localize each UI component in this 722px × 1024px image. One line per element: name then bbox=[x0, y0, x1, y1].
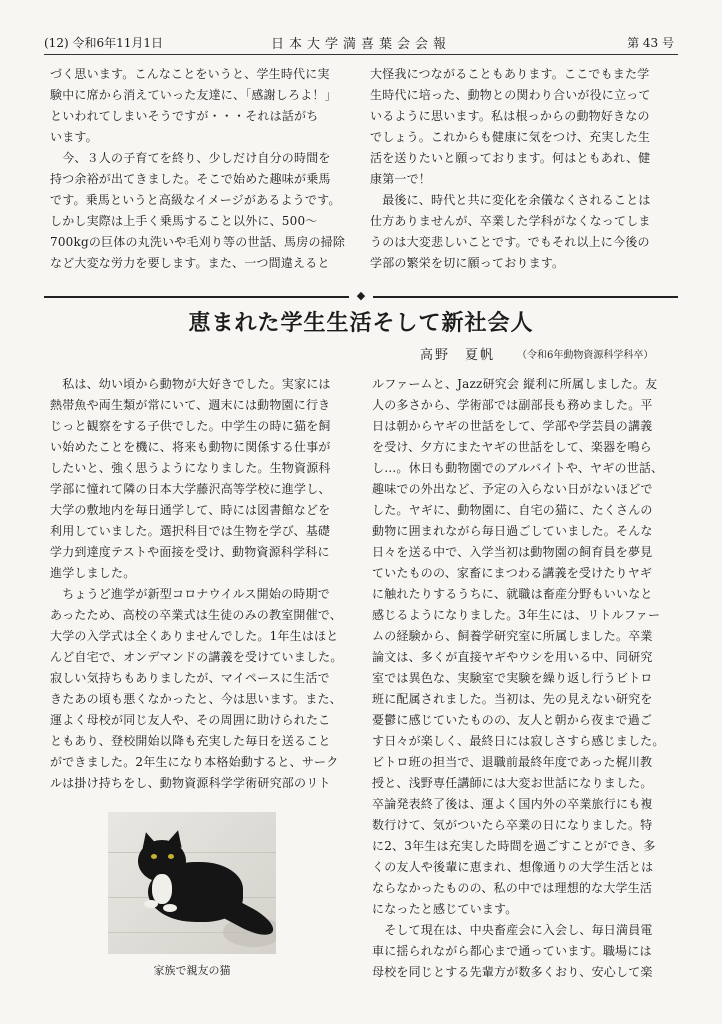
text-line: 数行けて、気がついたら卒業の日になりました。特 bbox=[372, 818, 653, 832]
text-line: でしょう。これからも健康に気をつけ、充実した生 bbox=[370, 130, 651, 144]
text-line: 感じるようになりました。3年生には、リトルファー bbox=[372, 608, 661, 622]
text-line: 趣味での外出など、予定の入らない日がないほどで bbox=[372, 482, 653, 496]
text-line: 寂しい気持ちもありましたが、マイペースに生活で bbox=[50, 671, 330, 685]
text-line: し…。休日も動物園でのアルバイトや、ヤギの世話、 bbox=[372, 461, 664, 475]
text-line: 進学しました。 bbox=[50, 566, 136, 580]
divider-ornament-icon: ◆ bbox=[349, 289, 373, 303]
text-line: ともあり、登校開始以降も充実した毎日を送ること bbox=[50, 734, 331, 748]
photo-caption: 家族で親友の猫 bbox=[153, 964, 231, 977]
article-title: 恵まれた学生生活そして新社会人 bbox=[188, 310, 534, 336]
text-line: 大学の入学式は全くありませんでした。1年生はほと bbox=[50, 629, 339, 643]
text-line: 室では異色な、実験室で実験を繰り返し行うビトロ bbox=[372, 671, 653, 685]
issue-date: (12) 令和6年11月1日 bbox=[44, 36, 163, 50]
text-line: した。ヤギに、動物園に、自宅の猫に、たくさんの bbox=[372, 503, 653, 517]
text-line: ムの経験から、飼養学研究室に所属しました。卒業 bbox=[372, 629, 653, 643]
text-line: 班に配属されました。当初は、先の見えない研究を bbox=[372, 692, 653, 706]
text-line: ビトロ班の担当で、退職前最終年度であった梶川教 bbox=[372, 755, 653, 769]
text-line: あったため、高校の卒業式は生徒のみの教室開催で、 bbox=[50, 608, 342, 622]
text-line: 仕方ありませんが、卒業した学科がなくなってしま bbox=[370, 214, 651, 228]
text-line: 大怪我につながることもあります。ここでもまた学 bbox=[370, 67, 650, 81]
text-line: 日々を送る中で、入学当初は動物園の飼育員を夢見 bbox=[372, 545, 653, 559]
text-line: です。乗馬というと高級なイメージがあるようです。 bbox=[50, 193, 341, 207]
text-line: 車に揺られながら都心まで通っています。職場には bbox=[372, 944, 652, 958]
text-line: 学部の繁栄を切に願っております。 bbox=[370, 256, 565, 270]
text-line: 授と、浅野専任講師には大変お世話になりました。 bbox=[372, 776, 653, 790]
text-line: など大変な労力を要します。また、一つ間違えると bbox=[50, 256, 330, 270]
text-line: 大学の敷地内を毎日通学して、時には図書館などを bbox=[50, 503, 331, 517]
text-line: 持つ余裕が出てきました。そこで始めた趣味が乗馬 bbox=[50, 172, 331, 186]
text-line: い始めたことを機に、将来も動物に関係する仕事が bbox=[50, 440, 331, 454]
text-line: 憂鬱に感じていたものの、友人と朝から夜まで過ご bbox=[372, 713, 653, 727]
text-line: ちょうど進学が新型コロナウイルス開始の時期で bbox=[50, 587, 330, 601]
text-line: す日々が楽しく、最終日には寂しさすら感じました。 bbox=[372, 734, 665, 748]
text-line: したいと、強く思うようになりました。生物資源科 bbox=[50, 461, 331, 475]
text-line: います。 bbox=[50, 130, 98, 144]
page-header bbox=[44, 34, 678, 55]
text-line: 母校を同じとする先輩方が数多くおり、安心して楽 bbox=[372, 965, 653, 979]
article-left-column bbox=[50, 374, 346, 794]
text-line: 論文は、多くが直接ヤギやウシを用いる中、同研究 bbox=[372, 650, 653, 664]
text-line: 康第一で！ bbox=[370, 172, 432, 186]
text-line: 最後に、時代と共に変化を余儀なくされることは bbox=[370, 193, 651, 207]
cat-photo bbox=[108, 812, 276, 954]
text-line: に触れたりするうちに、就職は畜産分野もいいなと bbox=[372, 587, 653, 601]
text-line: 学力到達度テストや面接を受け、動物資源科学科に bbox=[50, 545, 330, 559]
text-line: きたあの頃も悪くなかったと、今は思います。また、 bbox=[50, 692, 342, 706]
text-line: うのは大変悲しいことです。でもそれ以上に今後の bbox=[370, 235, 650, 249]
prev-article-left-column bbox=[50, 64, 348, 274]
text-line: になったと感じています。 bbox=[372, 902, 518, 916]
text-line: いるように思います。私は根っからの動物好きなの bbox=[370, 109, 650, 123]
text-line: を受け、夕方にまたヤギの世話をして、楽器を鳴ら bbox=[372, 440, 652, 454]
prev-article-right-column bbox=[370, 64, 670, 274]
author-name: 高野 夏帆 bbox=[420, 348, 496, 363]
text-line: 利用していました。選択科目では生物を学び、基礎 bbox=[50, 524, 331, 538]
text-line: ができました。2年生になり本格始動すると、サーク bbox=[50, 755, 339, 769]
author-affiliation: （令和6年動物資源科学科卒） bbox=[517, 350, 654, 361]
text-line: 卒論発表終了後は、運よく国内外の卒業旅行にも複 bbox=[372, 797, 653, 811]
text-line: 熱帯魚や両生類が常にいて、週末には動物園に行き bbox=[50, 398, 331, 412]
text-line: ていたものの、家畜にまつわる講義を受けたりヤギ bbox=[372, 566, 653, 580]
text-line: に2、3年生は充実した時間を過ごすことができ、多 bbox=[372, 839, 656, 853]
text-line: といわれてしまいそうですが・・・それは話がち bbox=[50, 109, 319, 123]
text-line: 私は、幼い頃から動物が大好きでした。実家には bbox=[50, 377, 331, 391]
text-line: 日は朝からヤギの世話をして、学部や学芸員の講義 bbox=[372, 419, 653, 433]
text-line: ルファームと、Jazz研究会 縦利に所属しました。友 bbox=[372, 377, 658, 391]
text-line: んど自宅で、オンデマンドの講義を受けていました。 bbox=[50, 650, 343, 664]
text-line: そして現在は、中央畜産会に入会し、毎日満員電 bbox=[372, 923, 653, 937]
text-line: 験中に席から消えていった友達に、「感謝しろよ！」 bbox=[50, 88, 337, 102]
text-line: ならなかったものの、私の中では理想的な大学生活 bbox=[372, 881, 653, 895]
text-line: 学部に憧れて隣の日本大学藤沢高等学校に進学し、 bbox=[50, 482, 331, 496]
text-line: 活を送りたいと願っております。何はともあれ、健 bbox=[370, 151, 651, 165]
article-right-column bbox=[372, 374, 672, 983]
text-line: 人の多さから、学術部では副部長も務めました。平 bbox=[372, 398, 653, 412]
text-line: 動物に囲まれながら毎日過ごしていました。そんな bbox=[372, 524, 653, 538]
text-line: ルは掛け持ちをし、動物資源科学学術研究部のリト bbox=[50, 776, 331, 790]
text-line: 生時代に培った、動物との関わり合いが役に立って bbox=[370, 88, 651, 102]
text-line: しかし実際は上手く乗馬すること以外に、500〜 bbox=[50, 214, 318, 228]
issue-number: 第 43 号 bbox=[627, 36, 674, 50]
text-line: 運よく母校が同じ友人や、その周囲に助けられたこ bbox=[50, 713, 331, 727]
text-line: じっと観察をする子供でした。中学生の時に猫を飼 bbox=[50, 419, 331, 433]
text-line: くの友人や後輩に恵まれ、想像通りの大学生活とは bbox=[372, 860, 654, 874]
text-line: づく思います。こんなことをいうと、学生時代に実 bbox=[50, 67, 330, 81]
newsletter-title: 日本大学満喜葉会会報 bbox=[270, 37, 451, 52]
text-line: 今、３人の子育てを終り、少しだけ自分の時間を bbox=[50, 151, 331, 165]
text-line: 700kgの巨体の丸洗いや毛刈り等の世話、馬房の掃除 bbox=[50, 235, 346, 249]
